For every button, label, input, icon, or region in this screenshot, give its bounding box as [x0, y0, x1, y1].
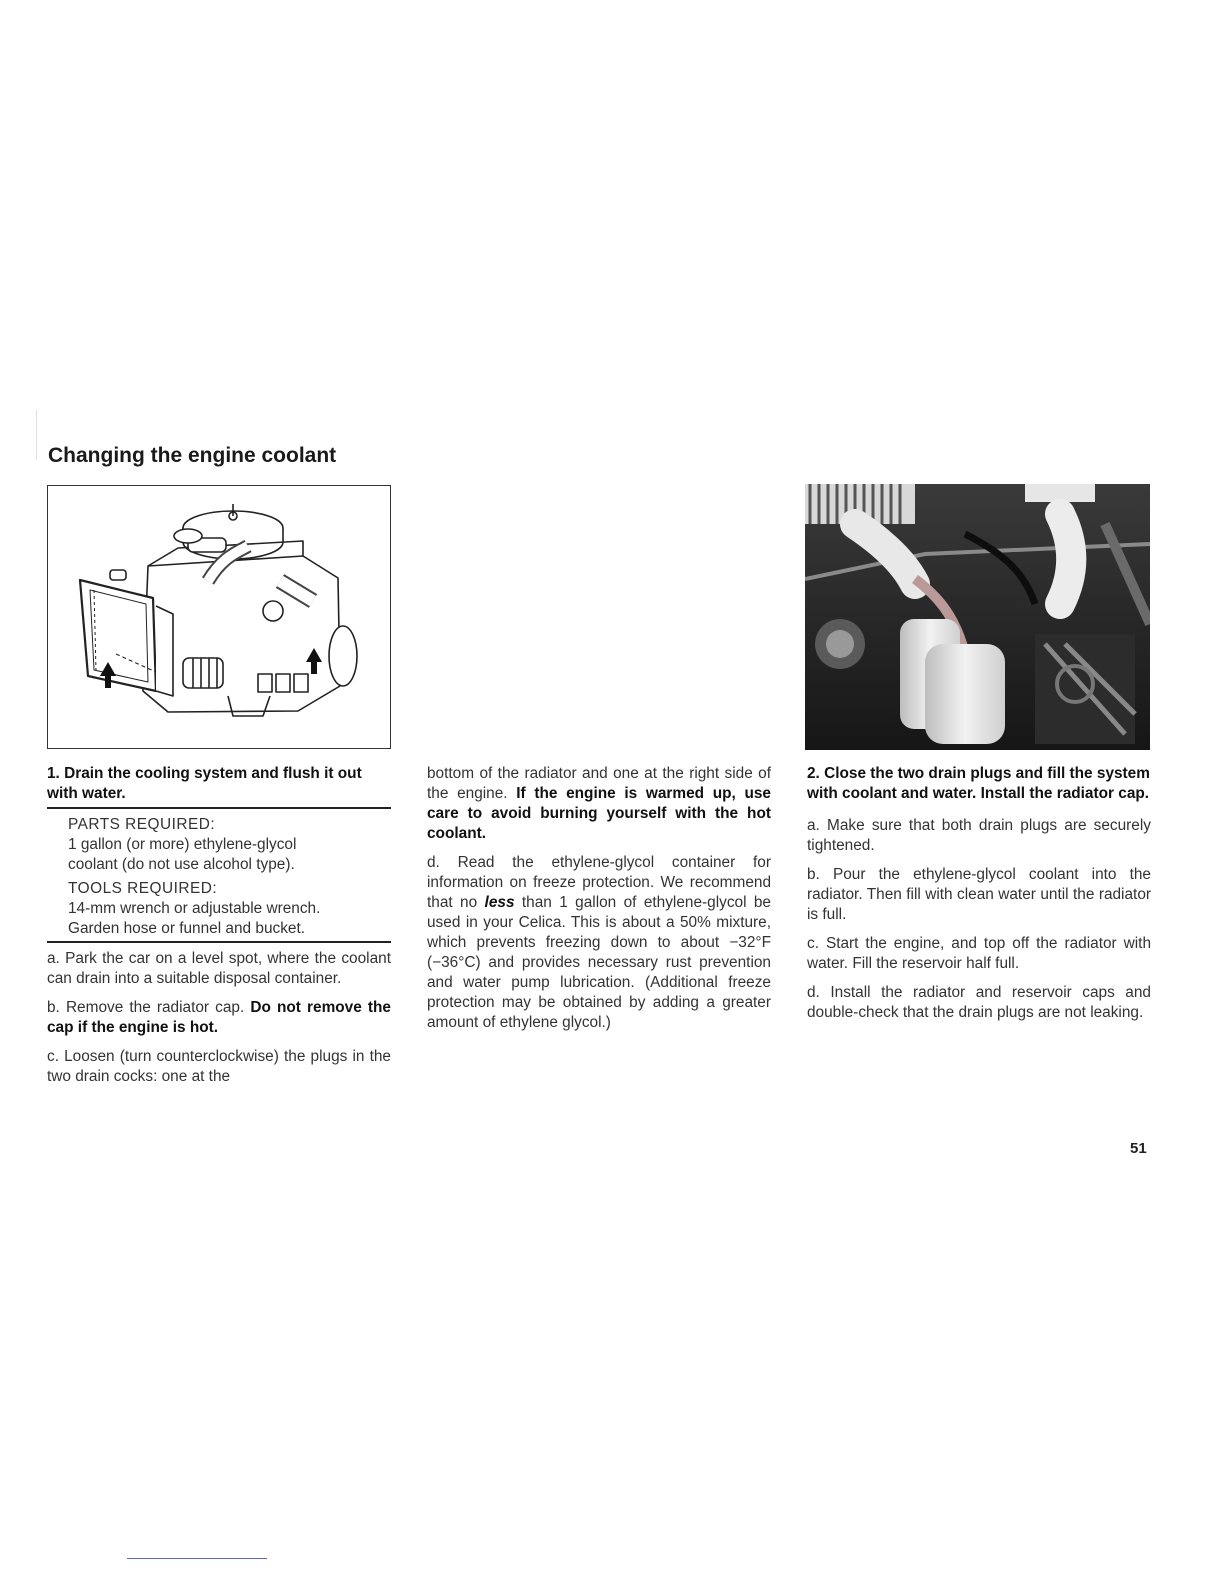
tools-required-header: TOOLS REQUIRED: — [68, 880, 218, 897]
column-step-2 — [807, 764, 1151, 1032]
step-1d-text — [427, 853, 771, 1033]
requirements-box — [68, 815, 391, 939]
parts-line: coolant (do not use alcohol type). — [68, 856, 295, 873]
step-1c-cont-plain: bottom of the radiator and one at the right side of the engine. — [427, 765, 771, 802]
step-1b-plain: b. Remove the radiator cap. — [47, 999, 251, 1016]
step-2a-text: a. Make sure that both drain plugs are securely tightened. — [807, 817, 1151, 854]
coolant-filling-photo — [805, 484, 1150, 750]
engine-diagram-figure — [47, 485, 391, 749]
step-1a-text: a. Park the car on a level spot, where the coolant can drain into a suitable disposal container. — [47, 950, 391, 987]
footer-underline — [127, 1558, 267, 1559]
step-2b-text: b. Pour the ethylene-glycol coolant into the radiator. Then fill with clean water until the radiator is full. — [807, 866, 1151, 923]
step-1c-continued — [427, 764, 771, 844]
step-2c-text: c. Start the engine, and top off the radiator with water. Fill the reservoir half full. — [807, 935, 1151, 972]
column-step-1-continued — [427, 764, 771, 1042]
parts-required-header: PARTS REQUIRED: — [68, 816, 216, 833]
tools-line: Garden hose or funnel and bucket. — [68, 920, 306, 937]
step-1c-warning: If the engine is warmed up, use care to avoid burning yourself with the hot coolant. — [427, 785, 771, 842]
step-1d-before: d. Read the ethylene-glycol container for information on freeze protection. We recommend that no — [427, 854, 771, 911]
step-1-heading: 1. Drain the cooling system and flush it out with water. — [47, 765, 362, 802]
divider-bottom — [47, 941, 391, 943]
page-title: Changing the engine coolant — [48, 444, 337, 467]
engine-drawing — [48, 486, 389, 747]
photo-drawing — [805, 484, 1150, 750]
step-1b-warning: Do not remove the cap if the engine is hot. — [47, 999, 391, 1036]
step-1d-emphasis: less — [484, 894, 515, 911]
step-2-heading: 2. Close the two drain plugs and fill the system with coolant and water. Install the radiator cap. — [807, 765, 1150, 802]
step-1c-text: c. Loosen (turn counterclockwise) the plugs in the two drain cocks: one at the — [47, 1048, 391, 1085]
tools-line: 14-mm wrench or adjustable wrench. — [68, 900, 321, 917]
parts-line: 1 gallon (or more) ethylene-glycol — [68, 836, 297, 853]
divider-top — [47, 807, 391, 809]
step-1d-after: than 1 gallon of ethylene-glycol be used in your Celica. This is about a 50% mixture, which prevents freezing down to about −32°F (−36°C) and provides necessary rust prevention and water pump lubrication. (Additional freeze protection may be obtained by adding a greater amount of ethylene glycol.) — [427, 894, 771, 1031]
scan-edge-mark — [36, 410, 37, 460]
page-number: 51 — [1130, 1140, 1147, 1157]
step-2d-text: d. Install the radiator and reservoir caps and double-check that the drain plugs are not leaking. — [807, 984, 1151, 1021]
column-step-1 — [47, 764, 391, 1096]
step-1b-text — [47, 998, 391, 1038]
